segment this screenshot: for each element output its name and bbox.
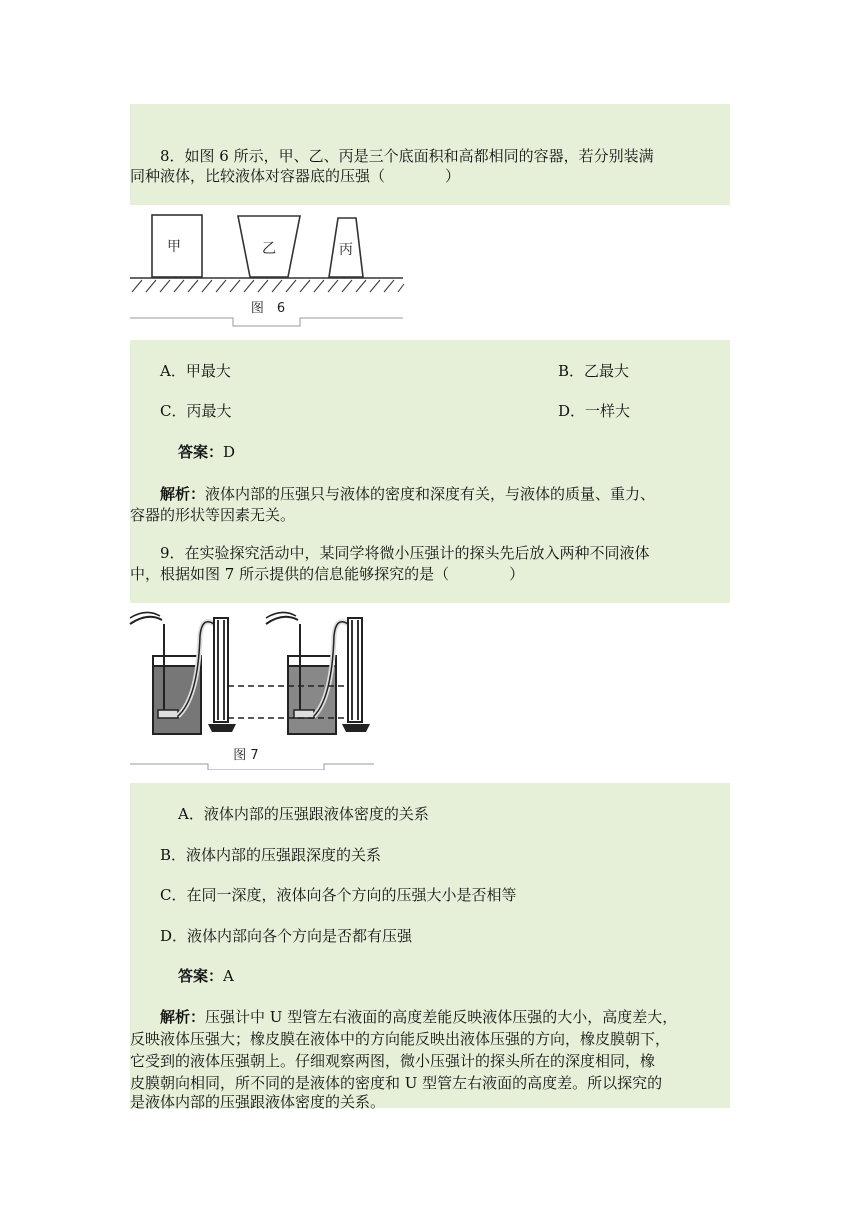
q9-option-d: D．液体内部向各个方向是否都有压强 xyxy=(160,927,413,945)
q8-option-c: C．丙最大 xyxy=(160,402,232,420)
figure-6 xyxy=(128,208,408,328)
container-yi-label: 乙 xyxy=(262,241,276,257)
q9-answer xyxy=(178,965,234,987)
q8-answer-label: 答案： xyxy=(178,443,224,461)
q8-answer-value: D xyxy=(223,443,236,461)
q8-analysis-line1 xyxy=(160,483,655,505)
q9-analysis-line2: 反映液体压强大；橡皮膜在液体中的方向能反映出液体压强的方向，橡皮膜朝下， xyxy=(130,1030,671,1048)
q8-option-b: B．乙最大 xyxy=(558,362,630,380)
caption-frame xyxy=(130,318,403,326)
q9-option-c: C．在同一深度，液体向各个方向的压强大小是否相等 xyxy=(160,886,517,904)
setup-left xyxy=(130,612,236,734)
q9-answer-value: A xyxy=(223,967,234,985)
figure-7 xyxy=(128,606,376,770)
setup-right xyxy=(266,612,370,734)
q9-analysis-line1 xyxy=(160,1006,677,1028)
q9-analysis-line4: 皮膜朝向相同，所不同的是液体的密度和 U 型管左右液面的高度差。所以探究的 xyxy=(130,1074,663,1092)
q8-analysis-label: 解析： xyxy=(160,485,206,503)
q9-stem-line1: 9．在实验探究活动中，某同学将微小压强计的探头先后放入两种不同液体 xyxy=(160,544,650,562)
q9-option-b: B．液体内部的压强跟深度的关系 xyxy=(160,846,382,864)
q8-answer xyxy=(178,441,235,463)
q8-option-d: D．一样大 xyxy=(558,402,631,420)
q8-option-a: A．甲最大 xyxy=(160,362,231,380)
q9-stem-line2: 中，根据如图 7 所示提供的信息能够探究的是（ ） xyxy=(130,565,525,583)
q8-analysis-line2: 容器的形状等因素无关。 xyxy=(130,506,296,524)
q9-analysis-text1: 压强计中 U 型管左右液面的高度差能反映液体压强的大小，高度差大， xyxy=(205,1008,678,1026)
figure-6-caption: 图 6 xyxy=(250,301,286,316)
figure-7-caption: 图 7 xyxy=(233,748,259,763)
q9-answer-label: 答案： xyxy=(178,967,224,985)
q9-analysis-label: 解析： xyxy=(160,1008,206,1026)
q9-option-a: A．液体内部的压强跟液体密度的关系 xyxy=(178,805,429,823)
q9-analysis-line5: 是液体内部的压强跟液体密度的关系。 xyxy=(130,1093,386,1111)
container-bing-label: 丙 xyxy=(339,242,353,258)
ground-hatching xyxy=(132,280,404,292)
caption-frame xyxy=(130,764,374,770)
q9-analysis-line3: 它受到的液体压强朝上。仔细观察两图，微小压强计的探头所在的深度相同，橡 xyxy=(130,1052,656,1070)
container-jia-label: 甲 xyxy=(167,239,181,255)
q8-analysis-text1: 液体内部的压强只与液体的密度和深度有关，与液体的质量、重力、 xyxy=(205,485,656,503)
q8-stem-line1: 8．如图 6 所示，甲、乙、丙是三个底面积和高都相同的容器，若分别装满 xyxy=(160,147,654,165)
q8-stem-line2: 同种液体，比较液体对容器底的压强（ ） xyxy=(130,167,461,185)
